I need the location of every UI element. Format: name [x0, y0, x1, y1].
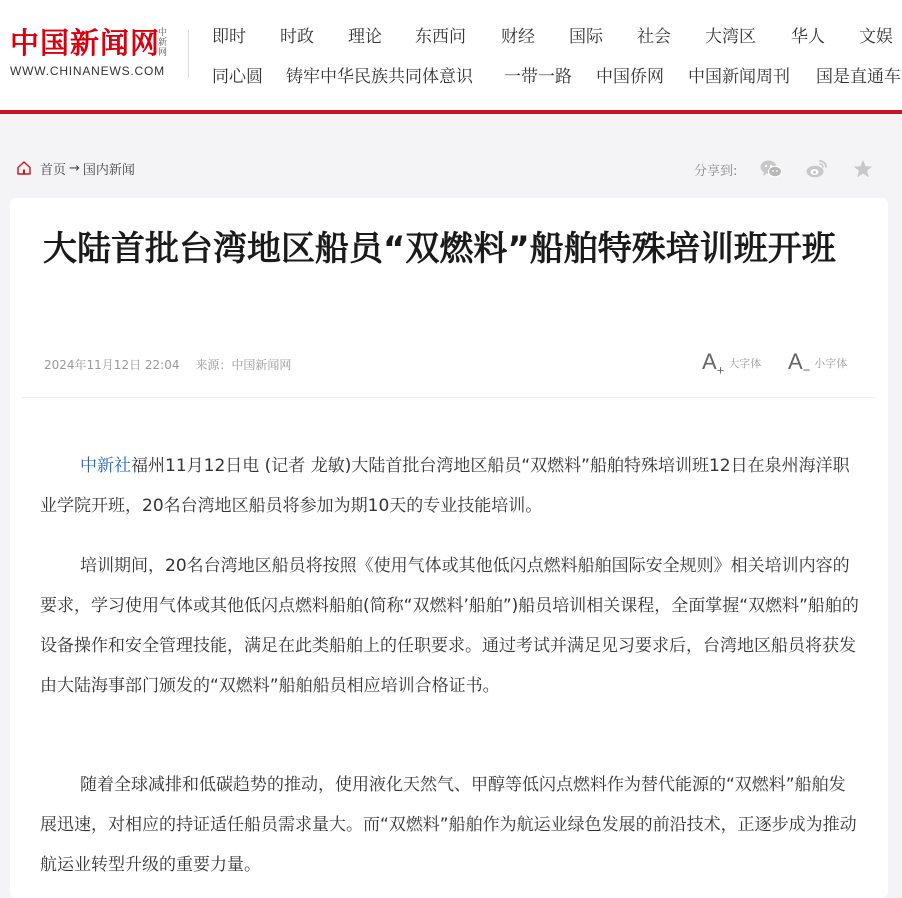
- nav-item-shehui[interactable]: 社会: [637, 27, 671, 47]
- article-title: 大陆首批台湾地区船员“双燃料”船舶特殊培训班开班: [43, 229, 836, 269]
- nav-item-zhulao[interactable]: 铸牢中华民族共同体意识: [286, 67, 473, 87]
- wechat-icon[interactable]: [759, 158, 783, 180]
- article-source: 来源：中国新闻网: [195, 358, 292, 372]
- nav-item-huaren[interactable]: 华人: [791, 27, 825, 47]
- nav-item-wenyu[interactable]: 文娱: [859, 27, 893, 47]
- font-small-label: 小字体: [814, 357, 848, 370]
- site-header: [0, 0, 902, 110]
- nav-item-jishi[interactable]: 即时: [212, 27, 246, 47]
- article-paragraph-1: [40, 446, 860, 526]
- nav-item-qiaowang[interactable]: 中国侨网: [596, 67, 664, 87]
- article-paragraph-3: 随着全球减排和低碳趋势的推动，使用液化天然气、甲醇等低闪点燃料作为替代能源的“双燃料”船舶发展迅速，对相应的持证适任船员需求量大。而“双燃料”船舶作为航运业绿色发展的前沿技术，正逐步成为推动航运业转型升级的重要力量。: [40, 775, 857, 875]
- logo-divider: [188, 30, 189, 78]
- breadcrumb-home[interactable]: 首页: [40, 162, 67, 178]
- font-increase-icon: $A_+$: [702, 348, 725, 378]
- nav-item-guoji[interactable]: 国际: [569, 27, 603, 47]
- breadcrumb: [16, 158, 135, 178]
- header-red-divider: [0, 110, 902, 114]
- nav-item-caijing[interactable]: 财经: [501, 27, 535, 47]
- article-card: [10, 198, 888, 898]
- breadcrumb-arrow: →: [69, 160, 80, 176]
- font-size-large-button[interactable]: [702, 348, 761, 378]
- nav-item-tongxinyuan[interactable]: 同心圆: [212, 67, 263, 87]
- breadcrumb-section[interactable]: 国内新闻: [82, 162, 135, 178]
- logo-english-text: WWW.CHINANEWS.COM: [10, 64, 165, 78]
- article-date: 2024年11月12日 22:04: [44, 358, 180, 372]
- logo-side-text: 中新网: [158, 28, 168, 58]
- article-paragraph-1-text: 福州11月12日电 (记者 龙敏)大陆首批台湾地区船员“双燃料”船舶特殊培训班12日在泉州海洋职业学院开班，20名台湾地区船员将参加为期10天的专业技能培训。: [40, 456, 850, 516]
- weibo-icon[interactable]: [805, 158, 829, 180]
- meta-divider: [22, 397, 876, 398]
- site-logo[interactable]: [10, 22, 175, 82]
- nav-item-zhoukan[interactable]: 中国新闻周刊: [688, 67, 790, 87]
- nav-item-dawanqu[interactable]: 大湾区: [705, 27, 756, 47]
- nav-item-yidaiyilu[interactable]: 一带一路: [504, 67, 572, 87]
- nav-item-shizheng[interactable]: 时政: [280, 27, 314, 47]
- font-decrease-icon: $A_-$: [788, 348, 811, 378]
- share-label: 分享到:: [694, 163, 738, 179]
- font-size-small-button[interactable]: [788, 348, 847, 378]
- nav-item-dongxiwen[interactable]: 东西问: [415, 27, 466, 47]
- logo-chinese-text: 中国新闻网: [10, 26, 161, 60]
- favorite-star-icon[interactable]: [851, 158, 875, 180]
- font-large-label: 大字体: [728, 357, 762, 370]
- nav-item-guoshi[interactable]: 国是直通车: [816, 67, 901, 87]
- home-icon: [16, 160, 32, 176]
- article-paragraph-2: 培训期间，20名台湾地区船员将按照《使用气体或其他低闪点燃料船舶国际安全规则》相关培训内容的要求，学习使用气体或其他低闪点燃料船舶(简称“双燃料’船舶”)船员培训相关课程，全面掌握“双燃料”船舶的设备操作和安全管理技能，满足在此类船舶上的任职要求。通过考试并满足见习要求后，台湾地区船员将获发由大陆海事部门颁发的“双燃料”船舶船员相应培训合格证书。: [40, 556, 859, 696]
- share-bar: [694, 158, 875, 180]
- article-meta: [44, 356, 291, 373]
- nav-item-lilun[interactable]: 理论: [348, 27, 382, 47]
- article-source-link[interactable]: 中新社: [80, 456, 131, 476]
